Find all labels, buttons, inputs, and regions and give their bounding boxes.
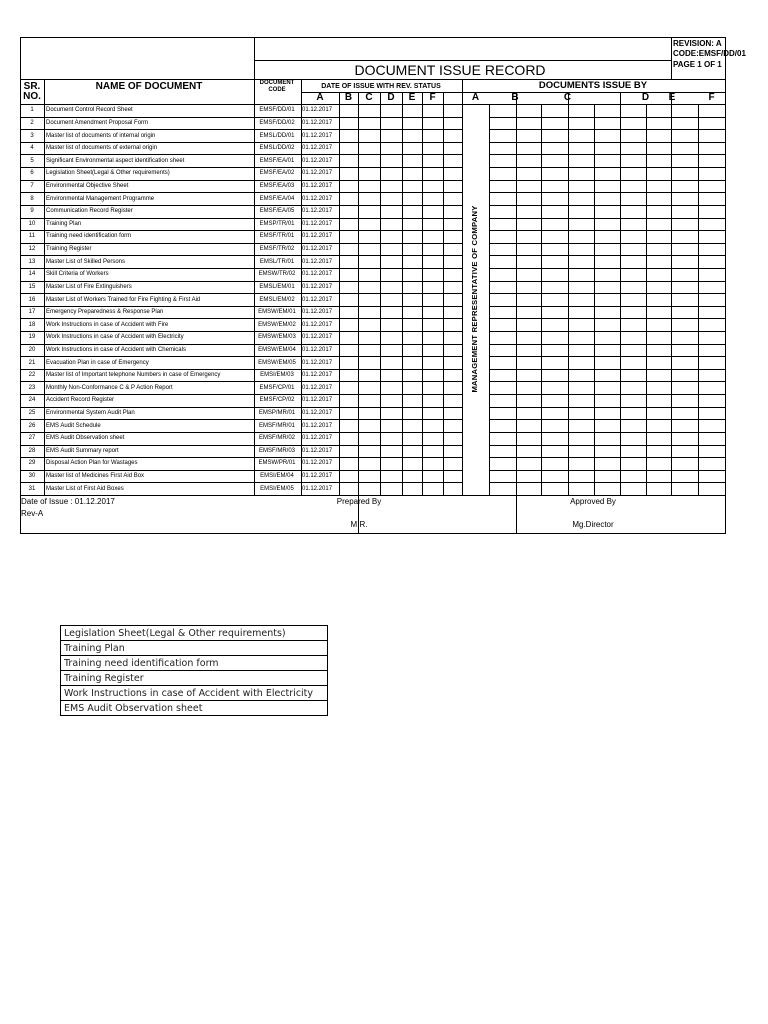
row-line bbox=[20, 255, 463, 256]
code-header: DOCUMENT bbox=[259, 80, 295, 86]
name-header: NAME OF DOCUMENT bbox=[95, 81, 203, 92]
list-item bbox=[61, 671, 328, 686]
row-line bbox=[489, 356, 726, 357]
issue-date: 01.12.2017 bbox=[302, 473, 333, 479]
page-number-label: PAGE 1 OF 1 bbox=[673, 60, 722, 69]
list-item-text: EMS Audit Observation sheet bbox=[61, 701, 328, 716]
document-name: Significant Environmental aspect identification sheet bbox=[46, 158, 185, 164]
row-line bbox=[20, 243, 463, 244]
row-number: 4 bbox=[30, 145, 34, 151]
issue-date: 01.12.2017 bbox=[302, 435, 333, 441]
row-line bbox=[20, 167, 463, 168]
list-item-text: Legislation Sheet(Legal & Other requirements) bbox=[61, 626, 328, 641]
row-line bbox=[489, 457, 726, 458]
document-code: EMSF/MR/01 bbox=[258, 423, 296, 429]
row-number: 2 bbox=[30, 120, 34, 126]
document-code: EMSW/EM/03 bbox=[258, 334, 296, 340]
row-number: 12 bbox=[28, 246, 36, 252]
document-name: Emergency Preparedness & Response Plan bbox=[46, 309, 164, 315]
grid-line bbox=[646, 104, 647, 496]
rev-label: Rev-A bbox=[21, 509, 44, 518]
row-number: 24 bbox=[28, 397, 36, 403]
vertical-mr-label: MANAGEMENT REPRESENTATIVE OF COMPANY bbox=[470, 205, 480, 393]
row-line bbox=[489, 445, 726, 446]
rev-letter: F bbox=[429, 92, 436, 103]
document-code: EMSF/CP/02 bbox=[259, 397, 295, 403]
document-code: EMSW/PR/01 bbox=[258, 460, 296, 466]
issue-date: 01.12.2017 bbox=[302, 448, 333, 454]
issue-letter: D bbox=[641, 92, 650, 103]
document-code: EMSL/DD/02 bbox=[259, 145, 295, 151]
document-code: EMSW/TR/02 bbox=[258, 271, 296, 277]
grid-line bbox=[671, 92, 672, 496]
row-line bbox=[20, 230, 463, 231]
row-line bbox=[20, 117, 463, 118]
document-name: EMS Audit Observation sheet bbox=[46, 435, 125, 441]
row-line bbox=[20, 205, 463, 206]
row-line bbox=[489, 205, 726, 206]
row-line bbox=[489, 407, 726, 408]
document-name: Master List of Skilled Persons bbox=[46, 259, 126, 265]
document-name: Work Instructions in case of Accident with Electricity bbox=[46, 334, 184, 340]
grid-line bbox=[462, 92, 726, 93]
row-line bbox=[489, 154, 726, 155]
row-line bbox=[20, 482, 463, 483]
row-line bbox=[489, 293, 726, 294]
document-code-label: CODE:EMSF/DD/01 bbox=[673, 49, 746, 58]
row-line bbox=[20, 293, 463, 294]
issue-date: 01.12.2017 bbox=[302, 120, 333, 126]
row-number: 15 bbox=[28, 284, 36, 290]
row-line bbox=[489, 230, 726, 231]
grid-line bbox=[443, 92, 444, 496]
row-line bbox=[20, 394, 463, 395]
issue-date: 01.12.2017 bbox=[302, 233, 333, 239]
row-line bbox=[20, 192, 463, 193]
document-code: EMSF/TR/01 bbox=[259, 233, 295, 239]
row-line bbox=[489, 318, 726, 319]
row-line bbox=[489, 381, 726, 382]
issue-date: 01.12.2017 bbox=[302, 259, 333, 265]
document-name: Environmental Management Programme bbox=[46, 196, 155, 202]
grid-line bbox=[301, 92, 463, 93]
row-number: 14 bbox=[28, 271, 36, 277]
document-name: Environmental Objective Sheet bbox=[46, 183, 129, 189]
grid-line bbox=[671, 37, 672, 80]
issue-date: 01.12.2017 bbox=[302, 460, 333, 466]
row-line bbox=[20, 180, 463, 181]
document-code: EMSW/EM/05 bbox=[258, 360, 296, 366]
row-line bbox=[489, 419, 726, 420]
list-item-text: Work Instructions in case of Accident with Electricity bbox=[61, 686, 328, 701]
row-number: 17 bbox=[28, 309, 36, 315]
document-code: EMSL/EM/02 bbox=[259, 297, 295, 303]
issue-date: 01.12.2017 bbox=[302, 297, 333, 303]
issue-date: 01.12.2017 bbox=[302, 208, 333, 214]
document-name: Document Amendment Proposal Form bbox=[46, 120, 149, 126]
approved-by-label: Approved By bbox=[570, 497, 616, 506]
row-line bbox=[489, 129, 726, 130]
document-code: EMSI/EM/04 bbox=[260, 473, 294, 479]
row-line bbox=[489, 306, 726, 307]
document-name: Disposal Action Plan for Wastages bbox=[46, 460, 138, 466]
row-line bbox=[20, 142, 463, 143]
row-line bbox=[20, 381, 463, 382]
document-name: Training Plan bbox=[46, 221, 82, 227]
row-number: 21 bbox=[28, 360, 36, 366]
row-number: 18 bbox=[28, 322, 36, 328]
row-line bbox=[489, 180, 726, 181]
issue-date: 01.12.2017 bbox=[302, 196, 333, 202]
document-code: EMSF/EA/04 bbox=[259, 196, 295, 202]
issue-letter: B bbox=[511, 92, 519, 103]
highlighted-documents-list bbox=[60, 625, 328, 716]
grid-line bbox=[339, 92, 340, 496]
document-code: EMSF/EA/03 bbox=[259, 183, 295, 189]
issue-date: 01.12.2017 bbox=[302, 360, 333, 366]
grid-line bbox=[568, 92, 569, 496]
grid-line bbox=[20, 495, 726, 496]
issue-date: 01.12.2017 bbox=[302, 347, 333, 353]
row-line bbox=[20, 470, 463, 471]
list-item-text: Training need identification form bbox=[61, 656, 328, 671]
prepared-by-label: Prepared By bbox=[336, 497, 382, 506]
approved-by-name: Mg.Director bbox=[572, 520, 614, 529]
document-name: Master List of Workers Trained for Fire Fighting & First Aid bbox=[46, 297, 201, 303]
row-line bbox=[20, 407, 463, 408]
issue-by-header: DOCUMENTS ISSUE BY bbox=[538, 80, 648, 91]
row-number: 6 bbox=[30, 170, 34, 176]
issue-letter: C bbox=[563, 92, 572, 103]
rev-letter: B bbox=[344, 92, 353, 103]
issue-letter: A bbox=[471, 92, 480, 103]
row-line bbox=[20, 281, 463, 282]
document-code: EMSF/DD/01 bbox=[259, 107, 295, 113]
list-item bbox=[61, 641, 328, 656]
row-line bbox=[489, 167, 726, 168]
row-number: 31 bbox=[28, 486, 36, 492]
code-header: CODE bbox=[268, 87, 286, 93]
issue-date: 01.12.2017 bbox=[302, 170, 333, 176]
issue-letter: E bbox=[668, 92, 676, 103]
document-name: Master List of Fire Extinguishers bbox=[46, 284, 132, 290]
row-line bbox=[20, 129, 463, 130]
issue-date: 01.12.2017 bbox=[302, 423, 333, 429]
row-number: 20 bbox=[28, 347, 36, 353]
row-line bbox=[20, 432, 463, 433]
list-item bbox=[61, 656, 328, 671]
issue-date: 01.12.2017 bbox=[302, 158, 333, 164]
document-name: EMS Audit Summary report bbox=[46, 448, 119, 454]
document-name: Training Register bbox=[46, 246, 92, 252]
document-code: EMSF/MR/03 bbox=[258, 448, 296, 454]
issue-date: 01.12.2017 bbox=[302, 410, 333, 416]
row-line bbox=[489, 344, 726, 345]
row-line bbox=[20, 457, 463, 458]
grid-line bbox=[402, 92, 403, 496]
document-name: Master list of Medicines First Aid Box bbox=[46, 473, 145, 479]
border-right bbox=[725, 37, 726, 534]
issue-date: 01.12.2017 bbox=[302, 107, 333, 113]
border-bottom bbox=[20, 533, 726, 534]
date-of-issue: Date of Issue : 01.12.2017 bbox=[21, 497, 115, 506]
row-number: 13 bbox=[28, 259, 36, 265]
document-code: EMSF/DD/02 bbox=[259, 120, 295, 126]
sr-header: NO. bbox=[23, 91, 41, 102]
grid-line bbox=[541, 104, 542, 496]
document-name: Work Instructions in case of Accident with Fire bbox=[46, 322, 169, 328]
document-name: Master list of documents of external origin bbox=[46, 145, 158, 151]
row-number: 3 bbox=[30, 133, 34, 139]
row-line bbox=[20, 318, 463, 319]
row-number: 8 bbox=[30, 196, 34, 202]
grid-line bbox=[620, 92, 621, 496]
document-code: EMSW/EM/04 bbox=[258, 347, 296, 353]
list-item bbox=[61, 686, 328, 701]
row-number: 30 bbox=[28, 473, 36, 479]
issue-date: 01.12.2017 bbox=[302, 334, 333, 340]
grid-line bbox=[254, 60, 672, 61]
list-item-text: Training Register bbox=[61, 671, 328, 686]
row-line bbox=[20, 445, 463, 446]
row-number: 16 bbox=[28, 297, 36, 303]
row-line bbox=[20, 154, 463, 155]
page-title: DOCUMENT ISSUE RECORD bbox=[354, 62, 546, 78]
document-code: EMSI/EM/05 bbox=[260, 486, 294, 492]
list-item bbox=[61, 701, 328, 716]
date-issue-header: DATE OF ISSUE WITH REV. STATUS bbox=[321, 83, 441, 90]
row-line bbox=[489, 218, 726, 219]
document-code: EMSF/CP/01 bbox=[259, 385, 295, 391]
sr-header: SR. bbox=[23, 81, 41, 92]
grid-line bbox=[422, 92, 423, 496]
grid-line bbox=[254, 37, 255, 80]
row-number: 23 bbox=[28, 385, 36, 391]
document-name: Master list of documents of internal origin bbox=[46, 133, 156, 139]
row-line bbox=[20, 369, 463, 370]
border-left bbox=[20, 37, 21, 534]
document-code: EMSP/MR/01 bbox=[258, 410, 296, 416]
document-code: EMSP/TR/01 bbox=[259, 221, 295, 227]
document-code: EMSF/EA/01 bbox=[259, 158, 295, 164]
issue-letter: F bbox=[708, 92, 715, 103]
row-line bbox=[20, 331, 463, 332]
row-line bbox=[489, 281, 726, 282]
row-line bbox=[20, 306, 463, 307]
document-code: EMSF/EA/05 bbox=[259, 208, 295, 214]
document-name: Work Instructions in case of Accident with Chemicals bbox=[46, 347, 186, 353]
issue-date: 01.12.2017 bbox=[302, 322, 333, 328]
document-name: Legislation Sheet(Legal & Other requirements) bbox=[46, 170, 170, 176]
issue-date: 01.12.2017 bbox=[302, 397, 333, 403]
document-name: Skill Criteria of Workers bbox=[46, 271, 109, 277]
issue-date: 01.12.2017 bbox=[302, 284, 333, 290]
document-code: EMSF/EA/02 bbox=[259, 170, 295, 176]
row-line bbox=[489, 117, 726, 118]
document-code: EMSW/EM/01 bbox=[258, 309, 296, 315]
issue-date: 01.12.2017 bbox=[302, 221, 333, 227]
row-line bbox=[489, 255, 726, 256]
row-line bbox=[20, 218, 463, 219]
issue-date: 01.12.2017 bbox=[302, 183, 333, 189]
border-top bbox=[20, 37, 726, 38]
issue-date: 01.12.2017 bbox=[302, 271, 333, 277]
row-number: 10 bbox=[28, 221, 36, 227]
document-name: Communication Record Register bbox=[46, 208, 133, 214]
document-code: EMSW/EM/02 bbox=[258, 322, 296, 328]
row-line bbox=[489, 142, 726, 143]
grid-line bbox=[489, 104, 490, 496]
row-number: 29 bbox=[28, 460, 36, 466]
document-code: EMSL/TR/01 bbox=[259, 259, 295, 265]
document-issue-record-sheet bbox=[20, 37, 746, 533]
row-line bbox=[489, 369, 726, 370]
issue-date: 01.12.2017 bbox=[302, 145, 333, 151]
document-name: Master list of Important telephone Numbers in case of Emergency bbox=[46, 372, 221, 378]
document-name: Evacuation Plan in case of Emergency bbox=[46, 360, 149, 366]
document-code: EMSI/EM/03 bbox=[260, 372, 294, 378]
rev-letter: A bbox=[316, 92, 324, 103]
row-line bbox=[20, 268, 463, 269]
row-line bbox=[489, 482, 726, 483]
row-line bbox=[489, 470, 726, 471]
row-line bbox=[489, 243, 726, 244]
issue-date: 01.12.2017 bbox=[302, 385, 333, 391]
document-code: EMSL/EM/01 bbox=[259, 284, 295, 290]
row-line bbox=[489, 394, 726, 395]
list-item bbox=[61, 626, 328, 641]
grid-line bbox=[358, 92, 359, 496]
document-name: Accident Record Register bbox=[46, 397, 115, 403]
document-name: Master List of First Aid Boxes bbox=[46, 486, 124, 492]
row-line bbox=[20, 356, 463, 357]
rev-letter: C bbox=[365, 92, 373, 103]
row-number: 19 bbox=[28, 334, 36, 340]
grid-line bbox=[698, 104, 699, 496]
row-number: 11 bbox=[28, 233, 36, 239]
row-number: 22 bbox=[28, 372, 36, 378]
document-name: EMS Audit Schedule bbox=[46, 423, 101, 429]
row-number: 27 bbox=[28, 435, 36, 441]
row-number: 5 bbox=[30, 158, 34, 164]
grid-line bbox=[594, 104, 595, 496]
row-line bbox=[489, 268, 726, 269]
row-line bbox=[489, 192, 726, 193]
rev-letter: E bbox=[408, 92, 416, 103]
footer-line bbox=[516, 495, 517, 534]
list-item-text: Training Plan bbox=[61, 641, 328, 656]
issue-date: 01.12.2017 bbox=[302, 309, 333, 315]
row-number: 7 bbox=[30, 183, 34, 189]
rev-letter: D bbox=[387, 92, 395, 103]
revision-label: REVISION: A bbox=[673, 39, 722, 48]
issue-date: 01.12.2017 bbox=[302, 372, 333, 378]
document-name: Document Control Record Sheet bbox=[46, 107, 133, 113]
row-line bbox=[489, 432, 726, 433]
grid-line bbox=[516, 92, 517, 496]
document-code: EMSL/DD/01 bbox=[259, 133, 295, 139]
row-line bbox=[20, 419, 463, 420]
row-line bbox=[489, 331, 726, 332]
document-code: EMSF/TR/02 bbox=[259, 246, 295, 252]
issue-date: 01.12.2017 bbox=[302, 133, 333, 139]
prepared-by-name: M.R. bbox=[350, 520, 368, 529]
document-name: Monthly Non-Conformance C & P Action Report bbox=[46, 385, 173, 391]
row-number: 9 bbox=[30, 208, 34, 214]
row-number: 1 bbox=[30, 107, 34, 113]
issue-date: 01.12.2017 bbox=[302, 246, 333, 252]
row-number: 28 bbox=[28, 448, 36, 454]
document-code: EMSF/MR/02 bbox=[258, 435, 296, 441]
row-line bbox=[20, 344, 463, 345]
document-name: Training need identification form bbox=[46, 233, 132, 239]
row-number: 26 bbox=[28, 423, 36, 429]
issue-date: 01.12.2017 bbox=[302, 486, 333, 492]
document-name: Environmental System Audit Plan bbox=[46, 410, 135, 416]
grid-line bbox=[380, 92, 381, 496]
row-number: 25 bbox=[28, 410, 36, 416]
